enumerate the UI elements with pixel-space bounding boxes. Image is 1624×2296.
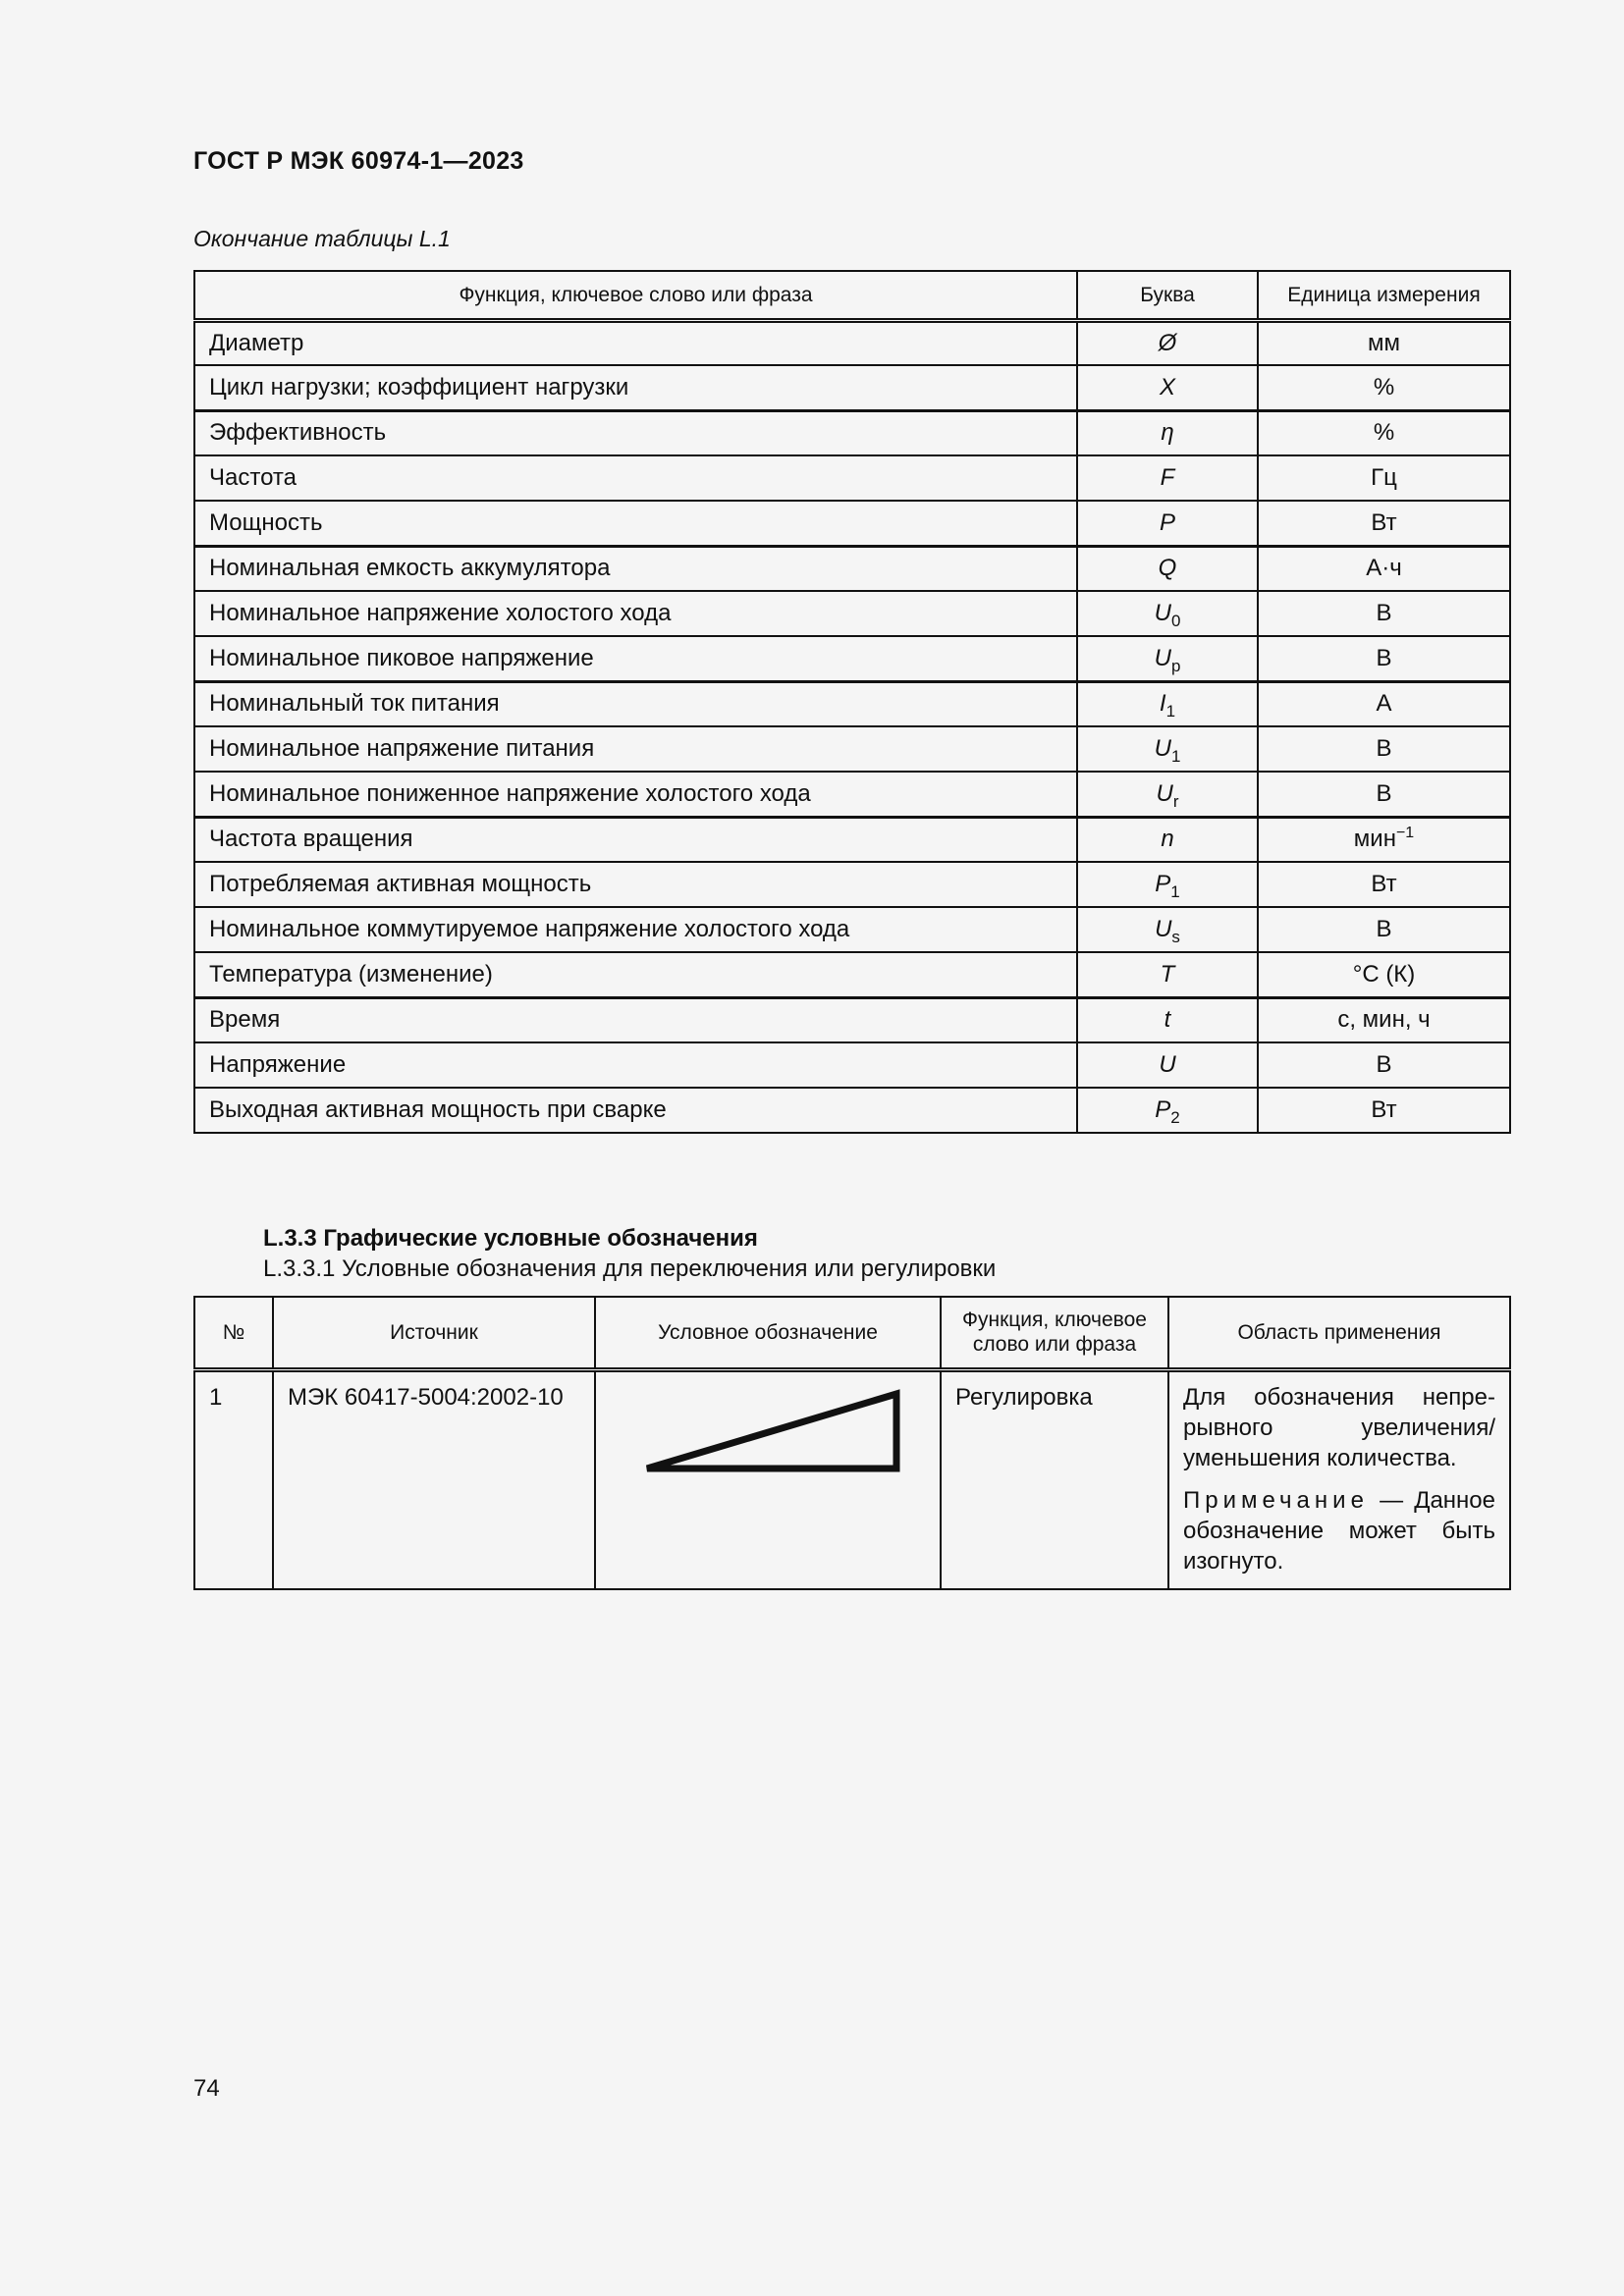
- cell-unit: [1258, 1042, 1510, 1088]
- table-row: [194, 591, 1510, 636]
- unit-superscript: −1: [1395, 825, 1415, 842]
- cell-unit: [1258, 907, 1510, 952]
- cell-unit: [1258, 455, 1510, 501]
- cell-unit: [1258, 365, 1510, 410]
- cell-unit: [1258, 410, 1510, 455]
- table-row: [194, 546, 1510, 591]
- note-text: — Данное обозначение может быть изогнуто.: [1183, 1487, 1495, 1575]
- table-row: [194, 320, 1510, 365]
- cell-function: Диаметр: [194, 320, 1077, 365]
- cell-letter: [1077, 817, 1258, 862]
- cell-letter: [1077, 546, 1258, 591]
- application-note: [1183, 1485, 1495, 1577]
- letter-symbol: X: [1159, 373, 1175, 400]
- cell-unit: [1258, 726, 1510, 772]
- cell-letter: [1077, 907, 1258, 952]
- cell-unit: [1258, 546, 1510, 591]
- unit-text: А: [1376, 690, 1392, 718]
- column-header-number: №: [194, 1297, 273, 1369]
- cell-letter: [1077, 997, 1258, 1042]
- unit-text: В: [1376, 916, 1392, 942]
- cell-function: Номинальное напряжение питания: [194, 726, 1077, 772]
- column-header-symbol: Условное обозначение: [595, 1297, 941, 1369]
- letter-symbol: U: [1154, 735, 1171, 762]
- letter-symbol: I: [1159, 690, 1166, 718]
- cell-letter: [1077, 365, 1258, 410]
- letter-symbol: P: [1155, 871, 1171, 897]
- unit-text: Вт: [1371, 1096, 1397, 1123]
- letter-symbol: Ø: [1158, 329, 1177, 356]
- table-row: [194, 817, 1510, 862]
- letter-symbol: F: [1160, 464, 1175, 491]
- cell-function: Номинальное напряжение холостого хода: [194, 591, 1077, 636]
- cell-function: Номинальное пониженное напряжение холостого хода: [194, 772, 1077, 817]
- letter-subscript: s: [1171, 928, 1180, 946]
- cell-letter: [1077, 320, 1258, 365]
- cell-application: [1168, 1369, 1510, 1589]
- letter-symbol: n: [1161, 826, 1174, 853]
- cell-unit: [1258, 772, 1510, 817]
- table-row: [194, 455, 1510, 501]
- unit-text: В: [1376, 779, 1392, 807]
- cell-function: Потребляемая активная мощность: [194, 862, 1077, 907]
- cell-function: Время: [194, 997, 1077, 1042]
- letter-subscript: 2: [1170, 1108, 1180, 1127]
- cell-function: Выходная активная мощность при сварке: [194, 1088, 1077, 1133]
- table-row: [194, 1042, 1510, 1088]
- letter-symbol: U: [1154, 600, 1171, 626]
- cell-unit: [1258, 591, 1510, 636]
- cell-unit: [1258, 501, 1510, 546]
- cell-unit: [1258, 681, 1510, 726]
- letter-symbol: U: [1154, 644, 1171, 671]
- cell-letter: [1077, 681, 1258, 726]
- column-header-letter: Буква: [1077, 271, 1258, 320]
- unit-text: В: [1376, 600, 1392, 626]
- unit-text: Гц: [1371, 464, 1397, 491]
- column-header-function: Функция, ключевое слово или фраза: [194, 271, 1077, 320]
- cell-letter: [1077, 952, 1258, 997]
- cell-source: МЭК 60417-5004:2002-10: [273, 1369, 595, 1589]
- cell-function: Регулировка: [941, 1369, 1168, 1589]
- cell-letter: [1077, 591, 1258, 636]
- letter-symbol: P: [1155, 1096, 1171, 1123]
- unit-text: Вт: [1371, 508, 1397, 536]
- unit-text: Вт: [1371, 871, 1397, 897]
- column-header-unit: Единица измерения: [1258, 271, 1510, 320]
- wedge-ramp-icon: [596, 1372, 938, 1580]
- table-row: [194, 997, 1510, 1042]
- column-header-application: Область применения: [1168, 1297, 1510, 1369]
- unit-text: мин: [1353, 826, 1396, 853]
- cell-function: Номинальная емкость аккумулятора: [194, 546, 1077, 591]
- table-row: [194, 410, 1510, 455]
- letter-subscript: 0: [1170, 612, 1181, 630]
- graphic-symbols-table: [193, 1296, 1511, 1590]
- document-title: ГОСТ Р МЭК 60974-1—2023: [193, 147, 524, 175]
- column-header-function: Функция, ключевое слово или фраза: [941, 1297, 1168, 1369]
- cell-unit: [1258, 952, 1510, 997]
- cell-unit: [1258, 320, 1510, 365]
- table-row: [194, 365, 1510, 410]
- symbols-table: [193, 270, 1511, 1134]
- table-row: [194, 726, 1510, 772]
- cell-function: Эффективность: [194, 410, 1077, 455]
- table-caption: Окончание таблицы L.1: [193, 226, 451, 251]
- cell-unit: [1258, 862, 1510, 907]
- cell-letter: [1077, 501, 1258, 546]
- letter-symbol: U: [1156, 779, 1173, 807]
- section-subheading: L.3.3.1 Условные обозначения для переключения или регулировки: [263, 1255, 997, 1282]
- cell-unit: [1258, 997, 1510, 1042]
- column-header-source: Источник: [273, 1297, 595, 1369]
- cell-letter: [1077, 726, 1258, 772]
- application-text: Для обозначения непрерывного увеличения/ уменьшения количества.: [1183, 1383, 1495, 1471]
- cell-unit: [1258, 1088, 1510, 1133]
- unit-text: В: [1376, 644, 1392, 671]
- table-row: [194, 772, 1510, 817]
- cell-function: Номинальное пиковое напряжение: [194, 636, 1077, 681]
- letter-subscript: 1: [1170, 747, 1181, 766]
- unit-text: °С (К): [1352, 960, 1416, 988]
- cell-letter: [1077, 862, 1258, 907]
- cell-function: Напряжение: [194, 1042, 1077, 1088]
- cell-function: Частота вращения: [194, 817, 1077, 862]
- unit-text: А·ч: [1366, 555, 1402, 582]
- table-row: [194, 907, 1510, 952]
- note-label: Примечание: [1183, 1487, 1369, 1515]
- cell-function: Температура (изменение): [194, 952, 1077, 997]
- table-row: [194, 862, 1510, 907]
- cell-letter: [1077, 455, 1258, 501]
- cell-letter: [1077, 636, 1258, 681]
- cell-symbol: [595, 1369, 941, 1589]
- table-header-row: [194, 271, 1510, 320]
- cell-letter: [1077, 772, 1258, 817]
- cell-unit: [1258, 817, 1510, 862]
- letter-subscript: 1: [1165, 702, 1176, 721]
- letter-subscript: r: [1172, 791, 1179, 811]
- letter-symbol: T: [1160, 960, 1175, 988]
- unit-text: мм: [1368, 329, 1400, 356]
- cell-function: Номинальное коммутируемое напряжение холостого хода: [194, 907, 1077, 952]
- cell-function: Мощность: [194, 501, 1077, 546]
- unit-text: %: [1373, 373, 1395, 400]
- letter-symbol: U: [1155, 916, 1172, 942]
- cell-letter: [1077, 1088, 1258, 1133]
- letter-symbol: Q: [1158, 555, 1177, 582]
- cell-function: Номинальный ток питания: [194, 681, 1077, 726]
- letter-symbol: U: [1159, 1051, 1176, 1078]
- table-row: [194, 952, 1510, 997]
- table-row: [194, 1088, 1510, 1133]
- letter-symbol: t: [1164, 1006, 1171, 1034]
- section-heading: L.3.3 Графические условные обозначения: [263, 1225, 758, 1252]
- unit-text: с, мин, ч: [1337, 1006, 1431, 1034]
- unit-text: В: [1376, 735, 1392, 762]
- cell-unit: [1258, 636, 1510, 681]
- cell-letter: [1077, 1042, 1258, 1088]
- cell-letter: [1077, 410, 1258, 455]
- cell-function: Частота: [194, 455, 1077, 501]
- table-row: [194, 1369, 1510, 1589]
- letter-symbol: P: [1159, 508, 1175, 536]
- page-number: 74: [193, 2075, 220, 2102]
- table-row: [194, 501, 1510, 546]
- table-header-row: [194, 1297, 1510, 1369]
- cell-function: Цикл нагрузки; коэффициент нагрузки: [194, 365, 1077, 410]
- letter-subscript: p: [1170, 656, 1181, 675]
- letter-subscript: 1: [1170, 882, 1180, 901]
- cell-number: 1: [194, 1369, 273, 1589]
- letter-symbol: η: [1161, 419, 1174, 447]
- table-row: [194, 636, 1510, 681]
- unit-text: В: [1376, 1051, 1392, 1078]
- unit-text: %: [1373, 419, 1395, 447]
- table-row: [194, 681, 1510, 726]
